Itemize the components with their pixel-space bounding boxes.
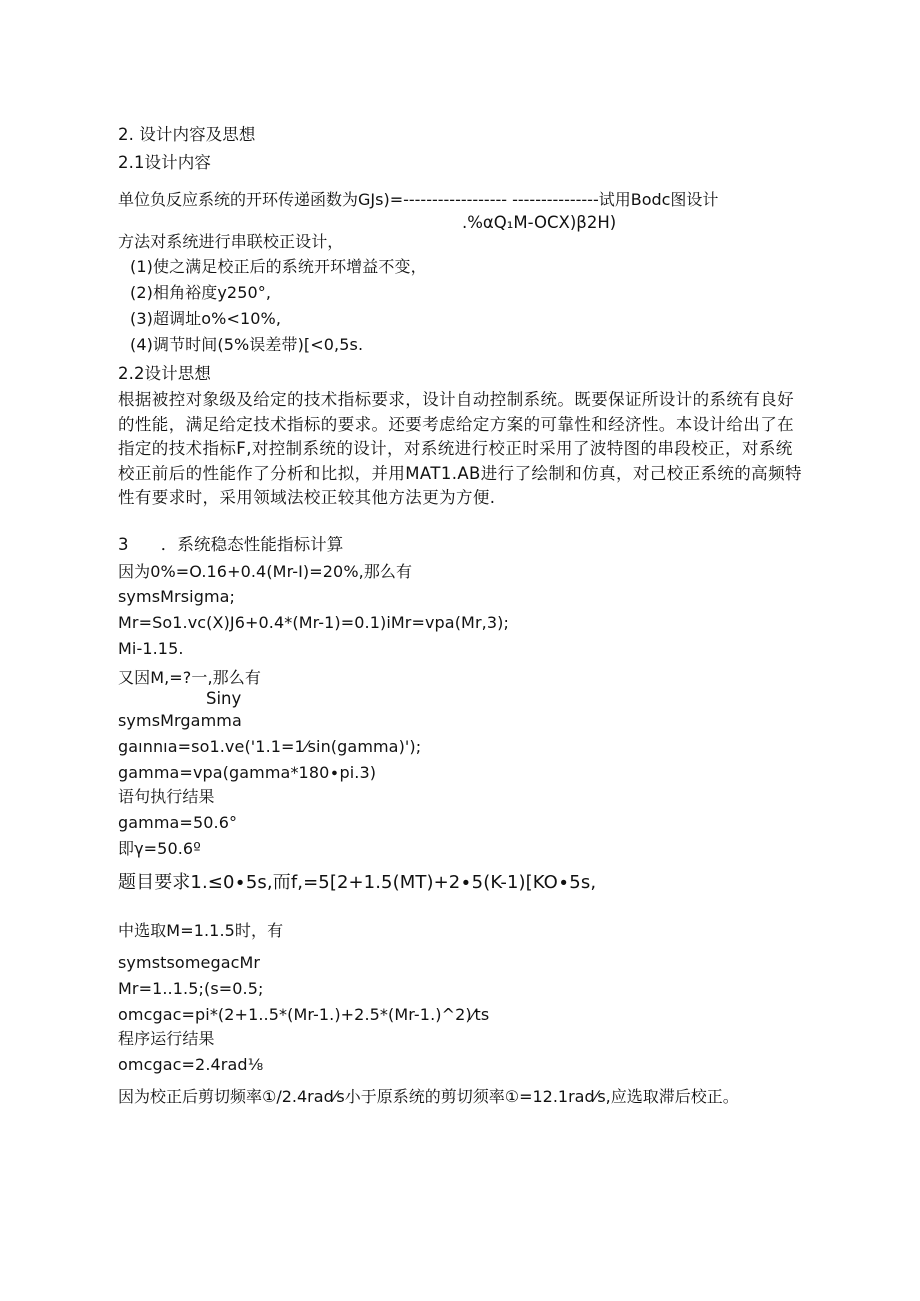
section-heading-steady-state: 3 ．系统稳态性能指标计算 [118,535,344,554]
text-line: 中选取M=1.1.5时，有 [118,921,284,940]
formula-denominator: Siny [206,689,242,708]
code-line: symsMrgamma [118,711,242,730]
text-line: 程序运行结果 [118,1029,215,1048]
result-line: omcgac=2.4rad⅛ [118,1055,264,1074]
conclusion-line: 因为校正后剪切频率①/2.4rad⁄s小于原系统的剪切须率①=12.1rad⁄s,应选取滞后校正。 [118,1087,739,1106]
result-line: gamma=50.6° [118,813,238,832]
paragraph-line: 的性能，满足给定技术指标的要求。还要考虑给定方案的可靠性和经济性。本设计给出了在 [118,414,794,434]
code-line: Mr=1..1.5;(s=0.5; [118,979,264,998]
code-line: symsMrsigma; [118,587,236,606]
text-line: 语句执行结果 [118,787,215,806]
paragraph-line: 性有要求时，采用领域法校正较其他方法更为方便. [118,488,496,508]
paragraph-line: 指定的技术指标F,对控制系统的设计，对系统进行校正时采用了波特图的串段校正，对系统 [118,439,793,459]
requirement-item: (2)相角裕度y250°, [130,283,272,302]
paragraph-line: 根据被控对象级及给定的技术指标要求，设计自动控制系统。既要保证所设计的系统有良好 [118,390,794,409]
requirement-item: (3)超调址o%<10%, [130,309,282,328]
transfer-function-denominator: .%αQ₁M-OCX)β2H) [462,213,617,232]
transfer-function-line: 单位负反应系统的开环传递函数为GJs)=------------------ ---------------试用Bodc图设计 [118,190,719,209]
code-line: Mr=So1.vc(X)J6+0.4*(Mr-1)=0.1)iMr=vpa(Mr,3); [118,613,509,632]
paragraph-line: 校正前后的性能作了分析和比拟，并用MAT1.AB进行了绘制和仿真，对己校正系统的高频特 [118,463,802,483]
code-line: symstsomegacMr [118,953,261,972]
design-method-line: 方法对系统进行串联校正设计， [118,232,344,251]
requirement-formula-line: 题目要求1.≤0∙5s,而f,=5[2+1.5(MT)+2∙5(K-1)[KO∙5s, [118,872,597,893]
section-heading-design: 2. 设计内容及思想 [118,125,256,144]
code-line: gamma=vpa(gamma*180∙pi.3) [118,763,377,782]
subsection-heading-content: 2.1设计内容 [118,153,211,172]
requirement-item: (4)调节时间(5%误差带)[<0,5s. [130,335,364,354]
design-idea-paragraph [118,388,800,511]
text-line: 因为0%=O.16+0.4(Mr-I)=20%,那么有 [118,562,413,581]
result-line: 即γ=50.6º [118,839,201,858]
requirement-item: (1)使之满足校正后的系统开环增益不变， [130,257,427,276]
subsection-heading-idea: 2.2设计思想 [118,364,211,383]
result-line: Mi-1.15. [118,639,184,658]
code-line: omcgac=pi*(2+1..5*(Mr-1.)+2.5*(Mr-1.)^2)⁄ts [118,1005,490,1024]
code-line: gaınnıa=so1.ve('1.1=1⁄sin(gamma)'); [118,737,422,756]
text-line: 又因M,=?一,那么有 [118,668,261,687]
